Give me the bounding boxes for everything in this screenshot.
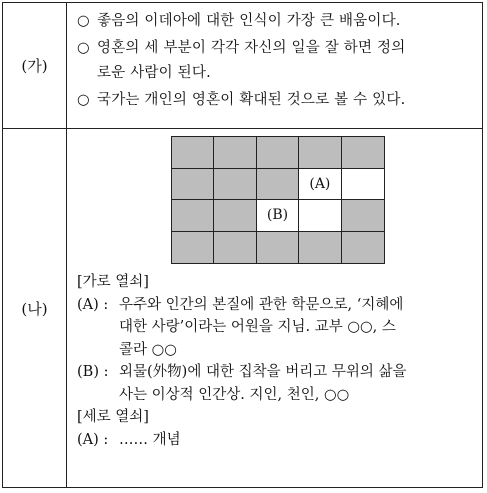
grid-cell-shaded <box>342 137 384 169</box>
grid-cell-shaded <box>214 232 256 264</box>
across-clue-b <box>77 361 476 406</box>
clue-text: 콜라 ○○ <box>119 341 177 358</box>
statement-text: 좋음의 이데아에 대한 인식이 가장 큰 배움이다. <box>97 13 401 29</box>
circle-bullet-icon: ○ <box>77 13 90 29</box>
grid-cell-shaded <box>214 169 256 201</box>
circle-bullet-icon: ○ <box>77 40 90 56</box>
grid-cell-labeled: (A) <box>299 169 341 201</box>
statement-2 <box>77 36 476 86</box>
grid-cell-shaded <box>172 137 214 169</box>
crossword-grid <box>171 136 385 264</box>
grid-cell-shaded <box>257 137 299 169</box>
grid-cell-labeled: (B) <box>257 200 299 232</box>
clue-key: (A) : <box>77 431 109 448</box>
row-label-ga: (가) <box>3 3 67 128</box>
clue-text: 사는 이상적 인간상. 지인, 천인, ○○ <box>119 386 350 403</box>
grid-cell-open <box>299 200 341 232</box>
grid-cell-shaded <box>172 200 214 232</box>
row-label-na: (나) <box>3 129 67 487</box>
clue-text: 외물(外物)에 대한 집착을 버리고 무위의 삶을 <box>119 364 407 380</box>
statement-text: 영혼의 세 부분이 각각 자신의 일을 잘 하면 정의 <box>97 40 406 56</box>
statement-3 <box>77 88 476 113</box>
across-header: [가로 열쇠] <box>77 274 149 290</box>
grid-cell-shaded <box>257 232 299 264</box>
crossword-box <box>67 129 482 487</box>
down-header: [세로 열쇠] <box>77 409 149 425</box>
statement-text: 국가는 개인의 영혼이 확대된 것으로 볼 수 있다. <box>97 92 406 108</box>
across-clue-a <box>77 294 476 362</box>
clue-key: (B) : <box>77 364 109 380</box>
grid-cell-shaded <box>342 200 384 232</box>
grid-cell-open <box>342 169 384 201</box>
clue-text: 대한 사랑’이라는 어원을 지님. 교부 ○○, 스 <box>119 319 396 335</box>
grid-cell-shaded <box>172 169 214 201</box>
clue-text: 우주와 인간의 본질에 관한 학문으로, ‘지혜에 <box>119 296 404 313</box>
grid-cell-shaded <box>299 232 341 264</box>
clue-text: …… 개념 <box>119 431 181 448</box>
row-na <box>3 129 482 487</box>
clue-key: (A) : <box>77 296 109 313</box>
grid-cell-shaded <box>214 137 256 169</box>
statement-1 <box>77 9 476 34</box>
clues <box>77 271 476 451</box>
worksheet-table <box>2 2 483 488</box>
grid-cell-shaded <box>299 137 341 169</box>
grid-cell-shaded <box>342 232 384 264</box>
statement-text-continued: 로운 사람이 된다. <box>97 65 211 81</box>
statements-box <box>67 3 482 128</box>
circle-bullet-icon: ○ <box>77 92 90 108</box>
grid-cell-shaded <box>214 200 256 232</box>
row-ga <box>3 3 482 129</box>
down-clue-a <box>77 429 476 452</box>
grid-cell-shaded <box>257 169 299 201</box>
grid-cell-shaded <box>172 232 214 264</box>
